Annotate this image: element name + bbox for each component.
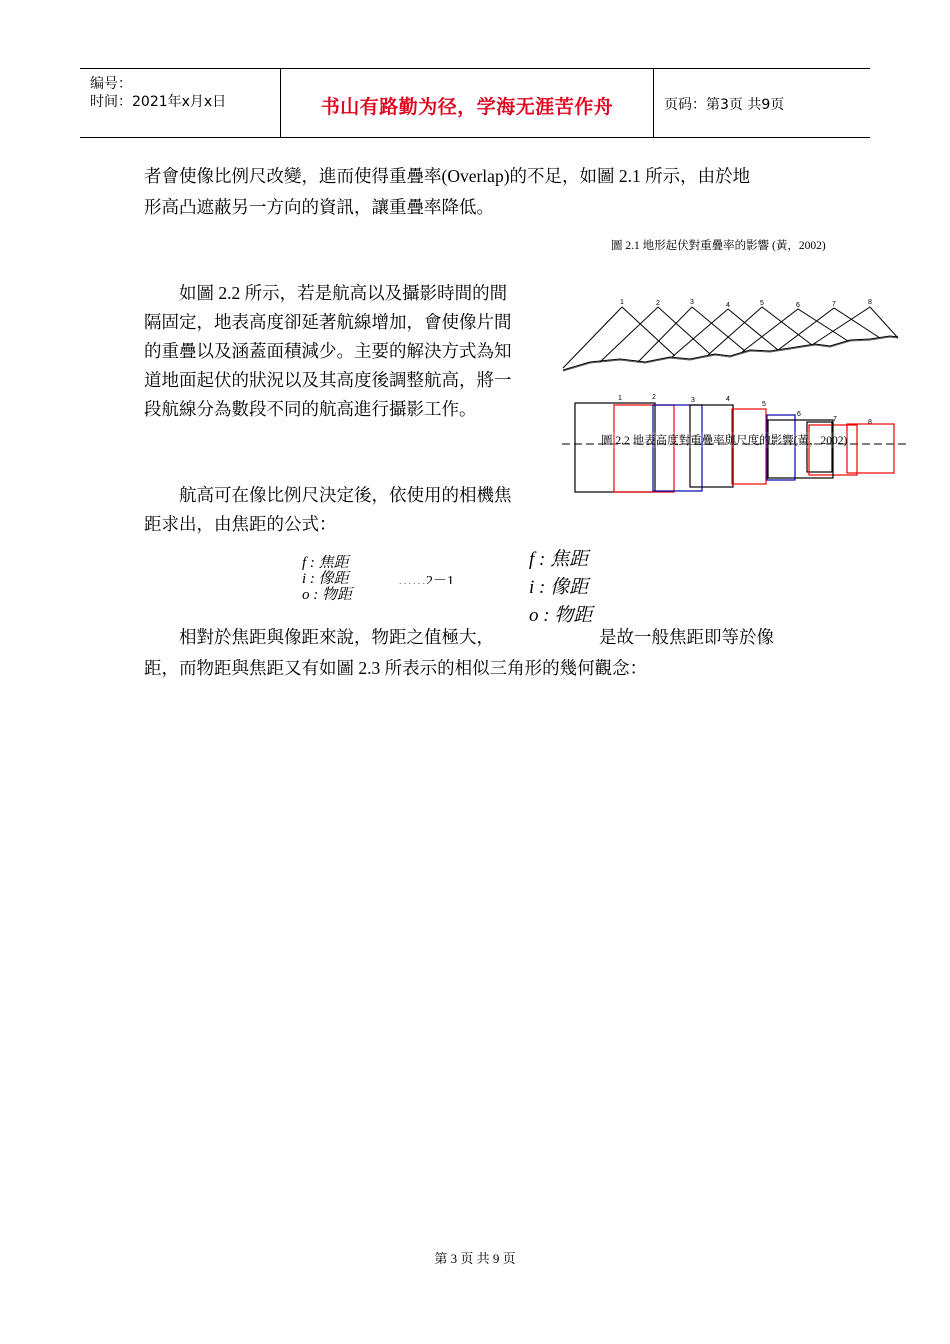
fig21-label-6: 6 <box>796 302 800 309</box>
header-meta-cell <box>80 69 281 137</box>
eq-small-i: i : 像距 <box>302 571 349 587</box>
fig21-label-5: 5 <box>760 300 764 307</box>
fig22-label-5: 5 <box>762 401 766 408</box>
paragraph-4-line-1a: 相對於焦距與像距來說，物距之值極大， <box>144 627 494 647</box>
fig22-label-3: 3 <box>691 397 695 404</box>
fig21-label-1: 1 <box>620 299 624 306</box>
fig21-label-3: 3 <box>690 299 694 306</box>
view-triangle-2 <box>600 307 710 362</box>
page-label: 页码：第3页 共9页 <box>664 97 785 113</box>
document-header <box>80 68 870 138</box>
equation-number: ……2－1 <box>398 574 454 584</box>
fig22-label-1: 1 <box>618 395 622 402</box>
equation-2-1-small <box>300 555 386 601</box>
motto: 书山有路勤为径，学海无涯苦作舟 <box>320 96 614 118</box>
fig21-label-8: 8 <box>868 299 872 306</box>
footprint-8 <box>847 424 894 473</box>
paragraph-3-line-2: 距求出，由焦距的公式： <box>144 514 337 534</box>
fig22-label-2: 2 <box>652 394 656 401</box>
paragraph-4-line-1b: 是故一般焦距即等於像 <box>599 627 774 647</box>
eq-small-f: f : 焦距 <box>302 555 349 571</box>
eq-large-i: i : 像距 <box>529 577 589 598</box>
paragraph-2-line-1: 如圖 2.2 所示，若是航高以及攝影時間的間 <box>144 283 508 303</box>
fig22-label-8: 8 <box>868 419 872 426</box>
header-motto-cell <box>281 69 654 137</box>
figure-2-2-caption: 圖 2.2 地表高度對重疊率與尺度的影響(黃，2002) <box>601 432 847 448</box>
eq-small-o: o : 物距 <box>302 587 352 601</box>
fig21-label-4: 4 <box>726 302 730 309</box>
paragraph-3-line-1: 航高可在像比例尺決定後，依使用的相機焦 <box>144 485 512 505</box>
terrain-profile-shadow <box>563 337 898 371</box>
footprint-3 <box>653 405 702 491</box>
figure-2-1-caption: 圖 2.1 地形起伏對重疊率的影響 (黃，2002) <box>611 240 826 252</box>
paragraph-4-line-2: 距，而物距與焦距又有如圖 2.3 所表示的相似三角形的幾何觀念： <box>144 658 648 678</box>
paragraph-1-line-1: 者會使像比例尺改變，進而使得重疊率(Overlap)的不足，如圖 2.1 所示，由於地 <box>144 166 751 186</box>
fig22-label-4: 4 <box>726 396 730 403</box>
footprint-2 <box>614 405 674 492</box>
footprint-10 <box>768 420 833 478</box>
eq-large-o: o : 物距 <box>529 605 593 626</box>
fig21-label-2: 2 <box>656 300 660 307</box>
paragraph-1-line-2: 形高凸遮蔽另一方向的資訊，讓重疊率降低。 <box>144 197 494 217</box>
date-label: 时间：2021年x月x日 <box>90 94 227 110</box>
paragraph-2-line-5: 段航線分為數段不同的航高進行攝影工作。 <box>144 399 477 419</box>
fig22-label-7: 7 <box>833 416 837 423</box>
paragraph-2-line-3: 的重疊以及涵蓋面積減少。主要的解決方式為知 <box>144 341 512 361</box>
view-triangle-3 <box>638 307 745 362</box>
equation-2-1-large <box>527 547 607 627</box>
page-footer: 第 3 页 共 9 页 <box>434 1251 516 1266</box>
header-page-cell <box>654 69 870 137</box>
paragraph-2-line-4: 道地面起伏的狀況以及其高度後調整航高，將一 <box>144 370 512 390</box>
fig21-label-7: 7 <box>832 301 836 308</box>
fig22-label-6: 6 <box>797 411 801 418</box>
number-label: 编号： <box>90 76 132 92</box>
view-triangle-4 <box>672 309 778 357</box>
figure-2-1-terrain-diagram <box>560 296 900 376</box>
eq-large-f: f : 焦距 <box>529 549 589 570</box>
paragraph-2-line-2: 隔固定，地表高度卻延著航線增加，會使像片間 <box>144 312 512 332</box>
